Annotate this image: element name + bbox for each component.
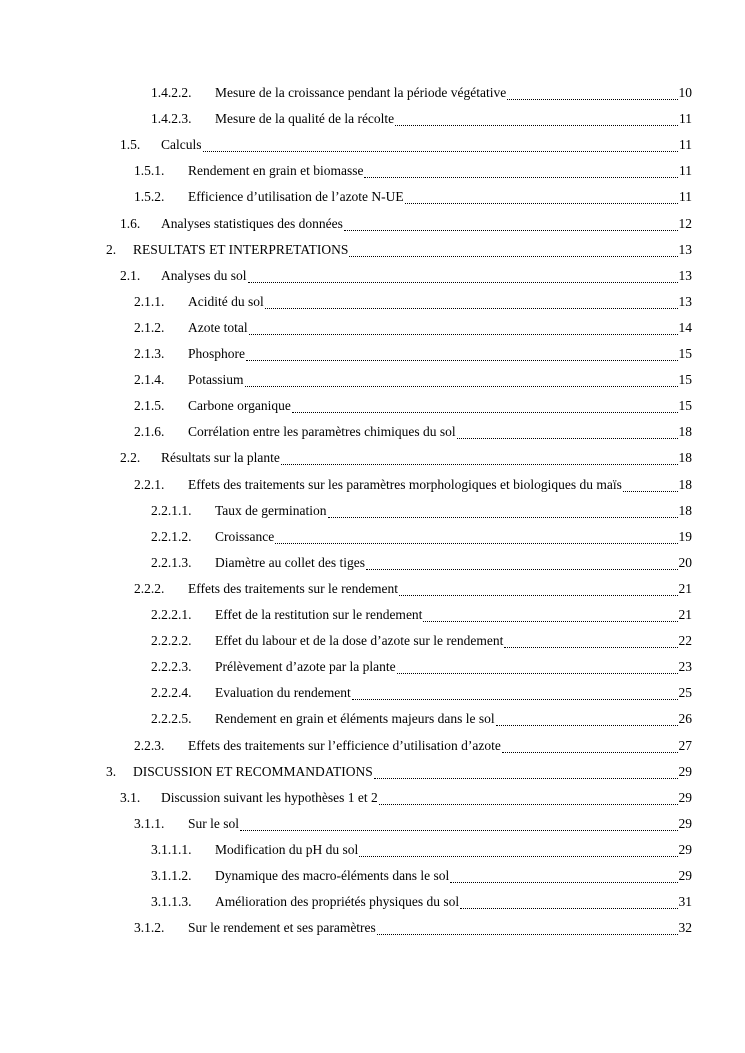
toc-entry[interactable]	[134, 346, 692, 364]
dot-leader	[460, 907, 677, 909]
toc-entry-title: Croissance	[215, 528, 275, 544]
dot-leader	[507, 98, 677, 100]
toc-entry[interactable]	[151, 111, 692, 129]
toc-entry-page: 11	[679, 111, 692, 127]
toc-entry-number: 2.	[106, 241, 117, 257]
toc-entry[interactable]	[151, 85, 692, 103]
dot-leader	[366, 568, 678, 570]
toc-entry[interactable]	[134, 189, 692, 207]
toc-entry-title: Efficience d’utilisation de l’azote N-UE	[188, 189, 404, 205]
toc-entry-title: RESULTATS ET INTERPRETATIONS	[133, 241, 349, 257]
toc-entry-page: 21	[678, 607, 692, 622]
toc-entry-page: 12	[678, 215, 692, 231]
toc-entry-number: 3.1.1.	[134, 815, 165, 831]
toc-entry-number: 2.1.	[120, 267, 141, 283]
toc-entry-number: 1.5.	[120, 137, 141, 153]
toc-entry-number: 3.1.2.	[134, 920, 165, 936]
toc-entry-page: 29	[678, 763, 692, 779]
toc-entry-title: Effet de la restitution sur le rendement	[215, 607, 423, 622]
toc-entry-number: 3.1.1.2.	[151, 868, 192, 883]
toc-entry[interactable]	[120, 450, 692, 468]
toc-entry[interactable]	[134, 424, 692, 442]
toc-entry[interactable]	[151, 633, 692, 651]
toc-entry[interactable]	[134, 163, 692, 181]
toc-entry-number: 2.2.2.3.	[151, 659, 192, 675]
toc-entry-number: 2.2.1.2.	[151, 528, 192, 544]
dot-leader	[395, 124, 678, 126]
toc-entry-title: Amélioration des propriétés physiques du sol	[215, 894, 460, 910]
toc-entry-number: 2.2.2.	[134, 580, 165, 596]
toc-entry-page: 15	[678, 372, 692, 388]
toc-entry-title: Prélèvement d’azote par la plante	[215, 659, 396, 675]
toc-entry-page: 18	[678, 424, 692, 440]
toc-entry[interactable]	[134, 398, 692, 416]
toc-entry-page: 22	[678, 633, 692, 649]
toc-entry[interactable]	[106, 764, 692, 782]
toc-entry-page: 10	[678, 85, 692, 100]
toc-entry-page: 18	[678, 476, 692, 492]
toc-entry[interactable]	[151, 659, 692, 677]
toc-entry[interactable]	[151, 555, 692, 573]
toc-entry-number: 2.1.6.	[134, 424, 165, 440]
toc-entry-title: Carbone organique	[188, 398, 291, 414]
toc-entry-page: 13	[678, 293, 692, 309]
toc-entry-title: Acidité du sol	[188, 293, 264, 309]
toc-entry-page: 15	[678, 398, 692, 414]
toc-entry[interactable]	[120, 268, 692, 286]
toc-entry-title: Potassium	[188, 372, 244, 388]
toc-entry-page: 27	[678, 737, 692, 753]
toc-entry-title: DISCUSSION ET RECOMMANDATIONS	[133, 763, 373, 779]
dot-leader	[203, 150, 679, 152]
toc-entry-number: 2.1.5.	[134, 398, 165, 414]
dot-leader	[377, 933, 678, 935]
toc-entry-number: 2.2.1.1.	[151, 502, 192, 518]
dot-leader	[359, 855, 677, 857]
dot-leader	[246, 359, 678, 361]
toc-entry[interactable]	[134, 581, 692, 599]
dot-leader	[405, 202, 678, 204]
toc-entry-page: 23	[678, 659, 692, 675]
toc-entry-number: 2.1.4.	[134, 372, 165, 388]
toc-entry-page: 25	[678, 685, 692, 701]
toc-entry-page: 13	[678, 267, 692, 283]
toc-entry[interactable]	[151, 711, 692, 729]
toc-entry-title: Effets des traitements sur l’efficience d’utilisation d’azote	[188, 737, 501, 753]
toc-entry-number: 2.2.2.5.	[151, 711, 192, 727]
dot-leader	[379, 803, 678, 805]
toc-entry[interactable]	[106, 242, 692, 260]
toc-entry-number: 3.	[106, 763, 117, 779]
dot-leader	[275, 542, 677, 544]
dot-leader	[328, 516, 678, 518]
dot-leader	[248, 281, 678, 283]
toc-entry-title: Phosphore	[188, 346, 245, 361]
dot-leader	[504, 646, 677, 648]
toc-entry[interactable]	[134, 372, 692, 390]
toc-entry-number: 1.5.1.	[134, 163, 165, 179]
toc-entry-page: 29	[678, 841, 692, 857]
toc-entry-number: 2.2.3.	[134, 737, 165, 753]
toc-entry[interactable]	[151, 529, 692, 547]
toc-entry[interactable]	[120, 137, 692, 155]
toc-entry-page: 13	[678, 241, 692, 257]
toc-entry-page: 32	[678, 920, 692, 936]
toc-entry-number: 1.4.2.3.	[151, 111, 192, 127]
toc-entry-title: Analyses du sol	[161, 267, 247, 283]
toc-entry[interactable]	[134, 738, 692, 756]
toc-entry-number: 3.1.1.3.	[151, 894, 192, 910]
toc-entry[interactable]	[151, 685, 692, 703]
toc-entry-page: 31	[678, 894, 692, 910]
toc-entry-page: 29	[678, 868, 692, 883]
dot-leader	[364, 176, 678, 178]
toc-entry-number: 2.2.2.1.	[151, 607, 192, 622]
toc-entry-page: 15	[678, 346, 692, 361]
toc-entry-page: 20	[678, 554, 692, 570]
dot-leader	[245, 385, 678, 387]
toc-entry[interactable]	[151, 894, 692, 912]
toc-entry-title: Rendement en grain et éléments majeurs dans le sol	[215, 711, 495, 727]
toc-entry[interactable]	[151, 842, 692, 860]
dot-leader	[265, 307, 678, 309]
toc-entry-title: Corrélation entre les paramètres chimiques du sol	[188, 424, 456, 440]
toc-entry-title: Sur le sol	[188, 815, 240, 831]
toc-entry-page: 11	[679, 163, 692, 179]
toc-entry[interactable]	[151, 607, 692, 625]
toc-entry-title: Evaluation du rendement	[215, 685, 351, 701]
toc-entry-page: 26	[678, 711, 692, 727]
toc-entry-title: Sur le rendement et ses paramètres	[188, 920, 376, 936]
toc-entry[interactable]	[120, 790, 692, 808]
toc-entry-title: Discussion suivant les hypothèses 1 et 2	[161, 789, 378, 805]
toc-entry-title: Dynamique des macro-éléments dans le sol	[215, 868, 450, 883]
toc-entry-page: 18	[678, 502, 692, 518]
toc-entry-title: Rendement en grain et biomasse	[188, 163, 364, 179]
toc-entry[interactable]	[134, 294, 692, 312]
dot-leader	[397, 672, 678, 674]
dot-leader	[249, 333, 678, 335]
toc-entry-number: 2.1.2.	[134, 319, 165, 335]
toc-entry-number: 2.1.1.	[134, 293, 165, 309]
toc-entry-page: 21	[678, 580, 692, 596]
toc-entry-number: 2.2.	[120, 450, 141, 466]
toc-entry-number: 2.2.2.4.	[151, 685, 192, 701]
toc-entry-title: Modification du pH du sol	[215, 841, 359, 857]
dot-leader	[496, 724, 678, 726]
toc-entry-number: 2.2.1.	[134, 476, 165, 492]
toc-entry-title: Diamètre au collet des tiges	[215, 554, 365, 570]
toc-entry-title: Mesure de la qualité de la récolte	[215, 111, 395, 127]
toc-entry-page: 29	[678, 815, 692, 831]
toc-entry-number: 2.2.2.2.	[151, 633, 192, 649]
toc-entry[interactable]	[151, 868, 692, 886]
toc-entry-number: 1.6.	[120, 215, 141, 231]
toc-entry-number: 2.2.1.3.	[151, 554, 192, 570]
dot-leader	[450, 881, 677, 883]
toc-entry[interactable]	[134, 320, 692, 338]
toc-entry-number: 2.1.3.	[134, 346, 165, 361]
dot-leader	[457, 437, 678, 439]
dot-leader	[344, 229, 678, 231]
toc-entry-page: 11	[679, 189, 692, 205]
toc-entry-number: 3.1.1.1.	[151, 841, 192, 857]
toc-entry-title: Effets des traitements sur les paramètres morphologiques et biologiques du maïs	[188, 476, 622, 492]
toc-entry-page: 18	[678, 450, 692, 466]
dot-leader	[240, 829, 677, 831]
toc-entry-title: Analyses statistiques des données	[161, 215, 343, 231]
toc-entry-title: Calculs	[161, 137, 202, 153]
toc-entry-page: 14	[678, 319, 692, 335]
dot-leader	[502, 751, 678, 753]
toc-entry-number: 1.5.2.	[134, 189, 165, 205]
toc-entry-title: Effets des traitements sur le rendement	[188, 580, 399, 596]
toc-entry-number: 3.1.	[120, 789, 141, 805]
dot-leader	[352, 698, 678, 700]
toc-entry[interactable]	[134, 920, 692, 938]
dot-leader	[423, 620, 677, 622]
toc-entry-page: 11	[679, 137, 692, 153]
toc-entry-number: 1.4.2.2.	[151, 85, 192, 100]
toc-entry-title: Résultats sur la plante	[161, 450, 280, 466]
dot-leader	[292, 411, 678, 413]
toc-entry[interactable]	[151, 503, 692, 521]
toc-entry-page: 29	[678, 789, 692, 805]
dot-leader	[281, 463, 678, 465]
dot-leader	[623, 490, 678, 492]
toc-entry[interactable]	[134, 816, 692, 834]
dot-leader	[349, 255, 677, 257]
toc-entry[interactable]	[120, 216, 692, 234]
toc-entry-page: 19	[678, 528, 692, 544]
dot-leader	[399, 594, 677, 596]
toc-entry-title: Effet du labour et de la dose d’azote sur le rendement	[215, 633, 504, 649]
toc-entry[interactable]	[134, 477, 692, 495]
dot-leader	[374, 777, 678, 779]
toc-entry-title: Azote total	[188, 319, 248, 335]
toc-entry-title: Mesure de la croissance pendant la période végétative	[215, 85, 507, 100]
toc-entry-title: Taux de germination	[215, 502, 327, 518]
